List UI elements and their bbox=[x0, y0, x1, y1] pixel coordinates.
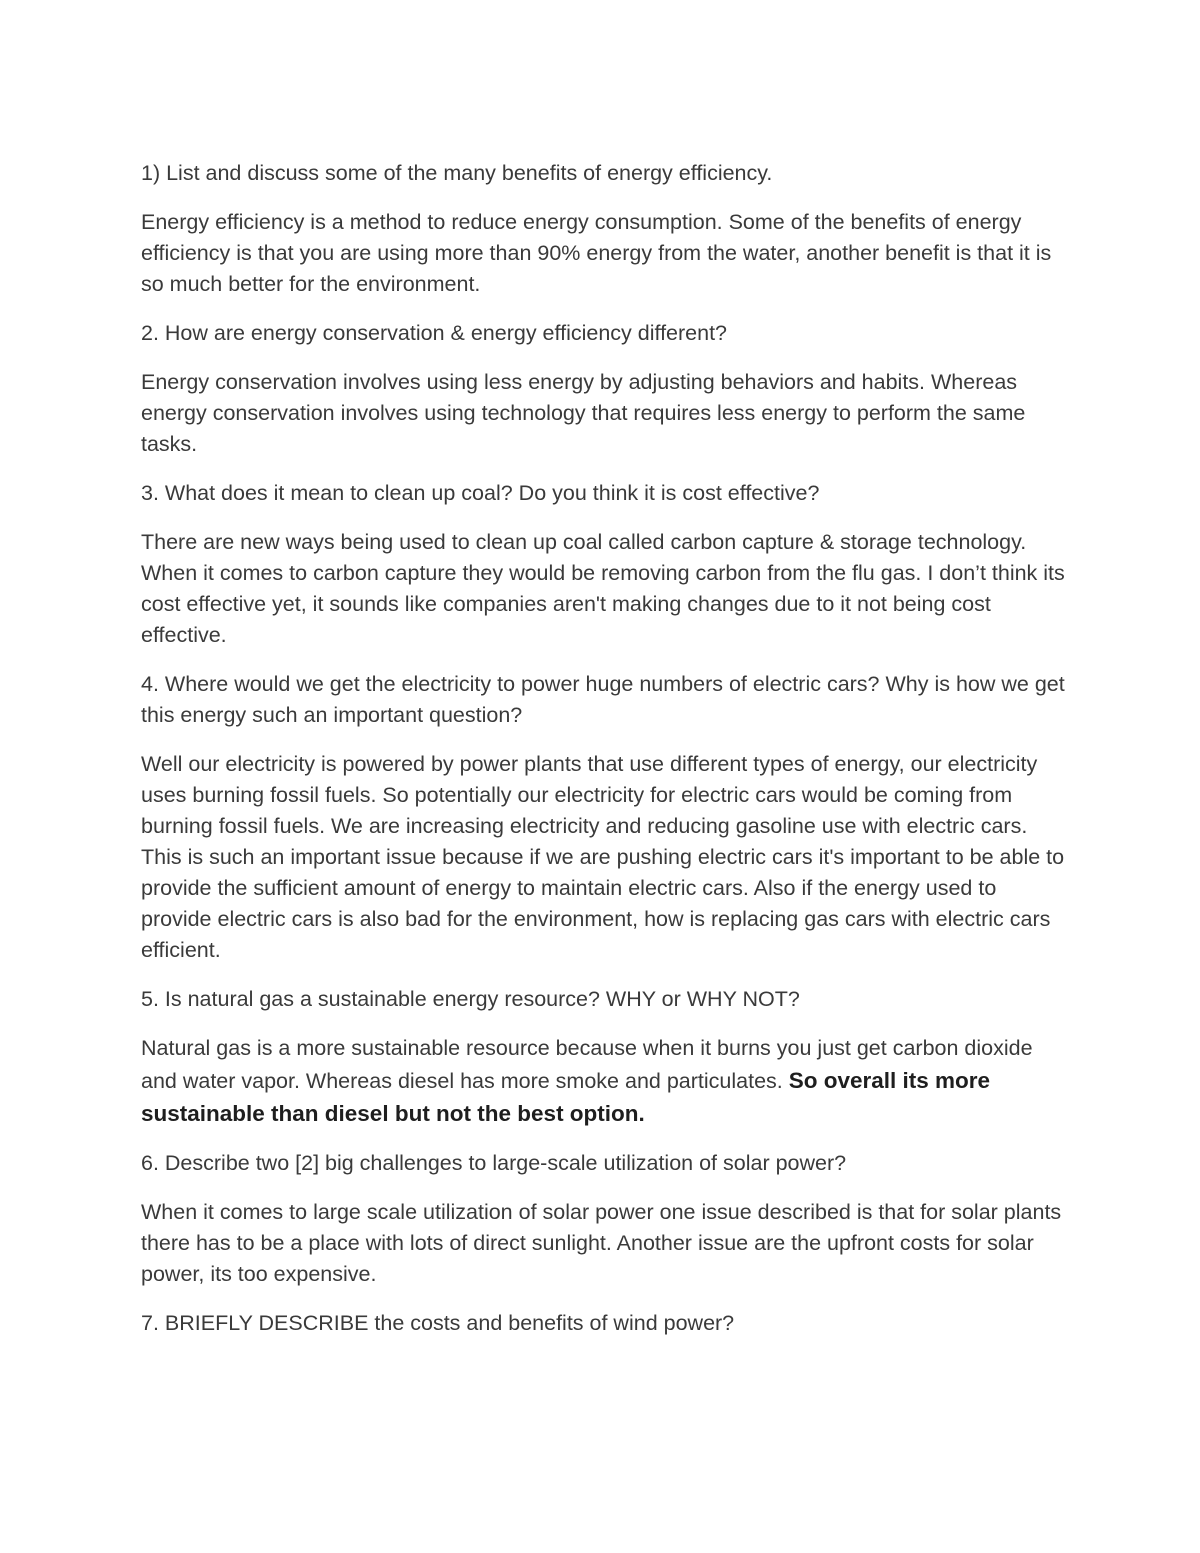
question-7 bbox=[141, 1308, 1071, 1339]
answer-2-text: Energy conservation involves using less energy by adjusting behaviors and habits. Whereas energy conservation involves using technology that requires less energy to perform the same tasks. bbox=[141, 370, 1026, 456]
question-4-text: 4. Where would we get the electricity to power huge numbers of electric cars? Why is how we get this energy such an important question? bbox=[141, 672, 1065, 727]
answer-3-text: There are new ways being used to clean up coal called carbon capture & storage technology. When it comes to carbon capture they would be removing carbon from the flu gas. I don’t think its cost effective yet, it sounds like companies aren't making changes due to it not being cost effective. bbox=[141, 530, 1065, 647]
question-6 bbox=[141, 1148, 1071, 1179]
question-3-text: 3. What does it mean to clean up coal? Do you think it is cost effective? bbox=[141, 481, 820, 505]
document-body bbox=[141, 158, 1071, 1357]
answer-4-text: Well our electricity is powered by power plants that use different types of energy, our electricity uses burning fossil fuels. So potentially our electricity for electric cars would be coming from burning fossil fuels. We are increasing electricity and reducing gasoline use with electric cars. This is such an important issue because if we are pushing electric cars it's important to be able to provide the sufficient amount of energy to maintain electric cars. Also if the energy used to provide electric cars is also bad for the environment, how is replacing gas cars with electric cars efficient. bbox=[141, 752, 1065, 962]
answer-5 bbox=[141, 1033, 1071, 1130]
answer-1-text: Energy efficiency is a method to reduce energy consumption. Some of the benefits of energy efficiency is that you are using more than 90% energy from the water, another benefit is that it is so much better for the environment. bbox=[141, 210, 1052, 296]
question-5 bbox=[141, 984, 1071, 1015]
answer-5-text: Natural gas is a more sustainable resource because when it burns you just get carbon dioxide and water vapor. Whereas diesel has more smoke and particulates. bbox=[141, 1036, 1033, 1093]
answer-2 bbox=[141, 367, 1071, 460]
question-1 bbox=[141, 158, 1071, 189]
question-2-text: 2. How are energy conservation & energy efficiency different? bbox=[141, 321, 728, 345]
question-5-text: 5. Is natural gas a sustainable energy resource? WHY or WHY NOT? bbox=[141, 987, 800, 1011]
answer-5-bold-text: So overall its more sustainable than diesel but not the best option. bbox=[141, 1068, 991, 1126]
answer-1 bbox=[141, 207, 1071, 300]
answer-4 bbox=[141, 749, 1071, 966]
answer-3 bbox=[141, 527, 1071, 651]
answer-6 bbox=[141, 1197, 1071, 1290]
question-6-text: 6. Describe two [2] big challenges to large-scale utilization of solar power? bbox=[141, 1151, 847, 1175]
question-4 bbox=[141, 669, 1071, 731]
question-3 bbox=[141, 478, 1071, 509]
answer-6-text: When it comes to large scale utilization of solar power one issue described is that for solar plants there has to be a place with lots of direct sunlight. Another issue are the upfront costs for solar power, its too expensive. bbox=[141, 1200, 1062, 1286]
question-7-text: 7. BRIEFLY DESCRIBE the costs and benefits of wind power? bbox=[141, 1311, 735, 1335]
question-2 bbox=[141, 318, 1071, 349]
question-1-text: 1) List and discuss some of the many benefits of energy efficiency. bbox=[141, 161, 773, 185]
